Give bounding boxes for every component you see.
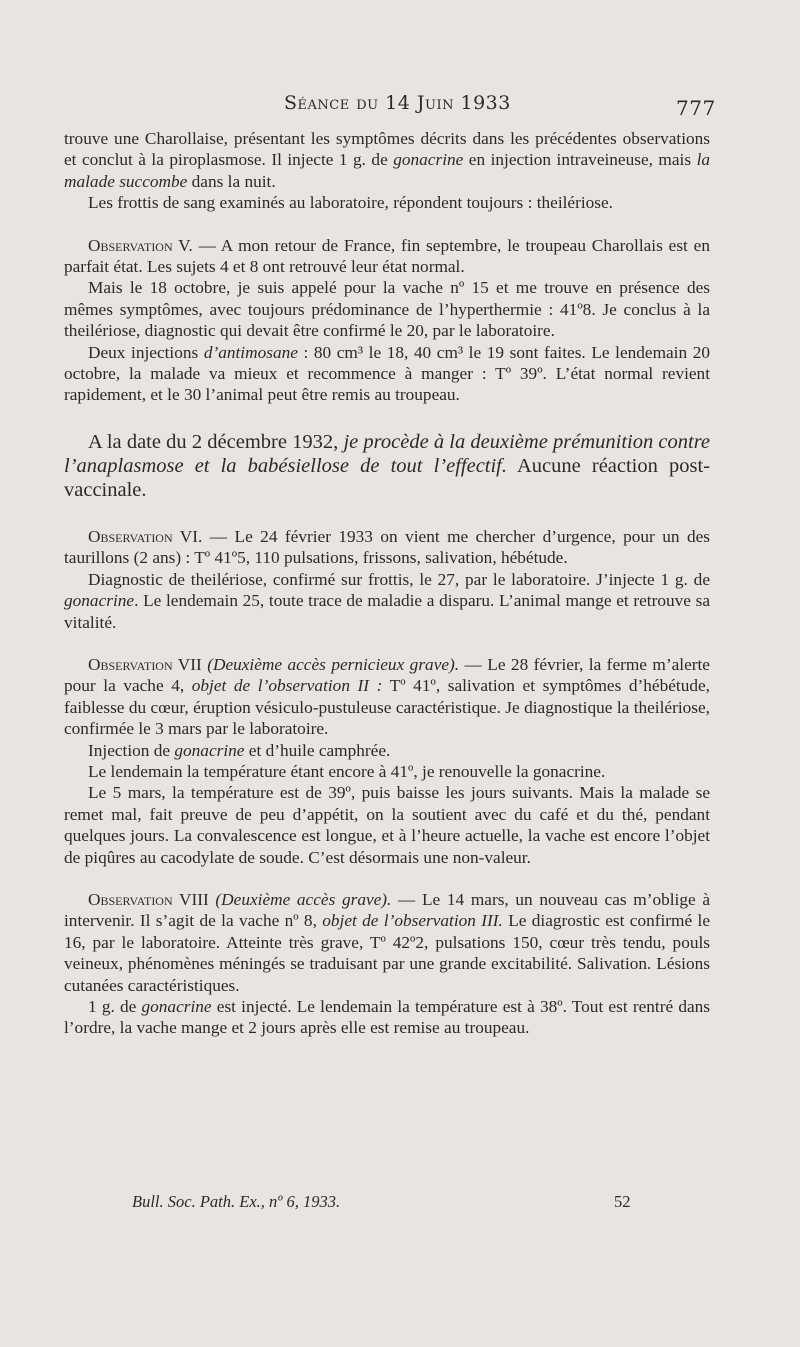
highlight-paragraph: A la date du 2 décembre 1932, je procède à la deuxième prémunition contre l’anaplasmose et la babésiellose de tout l’effectif. Aucune réaction post-vaccinale. xyxy=(64,430,711,501)
observation-label: Observation V. xyxy=(88,235,193,255)
observation-paragraph: Observation VI. — Le 24 février 1933 on vient me chercher d’urgence, pour un des taurillons (2 ans) : Tº 41º5, 110 pulsations, frissons, salivation, hébétude. xyxy=(64,526,710,568)
paragraph: Les frottis de sang examinés au laboratoire, répondent toujours : theilériose. xyxy=(88,193,614,213)
observation-label: Observation VII xyxy=(88,654,202,674)
paragraph: Le lendemain la température étant encore à 41º, je renouvelle la gonacrine. xyxy=(88,761,606,781)
paragraph: Deux injections d’antimosane : 80 cm³ le 18, 40 cm³ le 19 sont faites. Le lendemain 20 octobre, la malade va mieux et recommence à manger : Tº 39º. L’état normal revient rapidement, et le 30 l’animal peut être remis au troupeau. xyxy=(64,342,711,405)
journal-citation: Bull. Soc. Path. Ex., nº 6, 1933. xyxy=(132,1192,341,1211)
paragraph: trouve une Charollaise, présentant les symptômes décrits dans les précédentes observations et conclut à la piroplasmose. Il injecte 1 g. de gonacrine en injection intraveineuse, mais la malade succombe dans la nuit. xyxy=(64,129,711,191)
observation-paragraph: Observation VIII (Deuxième accès grave). — Le 14 mars, un nouveau cas m’oblige à intervenir. Il s’agit de la vache nº 8, objet de l’observation III. Le diagrostic est confirmé le 16, par le laboratoire. Atteinte très grave, Tº 42º2, pulsations 150, cœur très tendu, pouls veineux, phénomènes méningés se traduisant par une grande excitabilité. Salivation. Lésions cutanées caractéristiques. xyxy=(64,889,710,995)
observation-label: Observation VIII xyxy=(88,889,209,909)
observation-paragraph: Observation V. — A mon retour de France, fin septembre, le troupeau Charollais est en parfait état. Les sujets 4 et 8 ont retrouvé leur état normal. xyxy=(64,235,710,277)
observation-label: Observation VI. xyxy=(88,526,203,546)
observation-paragraph: Observation VII (Deuxième accès pernicieux grave). — Le 28 février, la ferme m’alerte pour la vache 4, objet de l’observation II : Tº 41º, salivation et symptômes d’hébétude, faiblesse du cœur, éruption vésiculo-pustuleuse caractéristique. Je diagnostique la theilériose, confirmée le 3 mars par le laboratoire. xyxy=(64,654,710,739)
running-title: Séance du 14 Juin 1933 xyxy=(284,92,511,114)
body-text xyxy=(64,128,710,1039)
signature-mark: 52 xyxy=(614,1192,631,1211)
paragraph: Injection de gonacrine et d’huile camphrée. xyxy=(88,740,391,760)
page-number: 777 xyxy=(676,96,716,120)
paragraph: 1 g. de gonacrine est injecté. Le lendemain la température est à 38º. Tout est rentré dans l’ordre, la vache mange et 2 jours après elle est remise au troupeau. xyxy=(64,997,710,1038)
paragraph: Le 5 mars, la température est de 39º, puis baisse les jours suivants. Mais la malade se remet mal, fait preuve de peu d’appétit, on la soutient avec du café et du thé, pendant quelques jours. La convalescence est longue, et à l’heure actuelle, la vache est encore l’objet de piqûres au cacodylate de soude. C’est désormais une non-valeur. xyxy=(64,783,710,867)
paragraph: Diagnostic de theilériose, confirmé sur frottis, le 27, par le laboratoire. J’injecte 1 g. de gonacrine. Le lendemain 25, toute trace de maladie a disparu. L’animal mange et retrouve sa vitalité. xyxy=(64,569,710,632)
paragraph: Mais le 18 octobre, je suis appelé pour la vache nº 15 et me trouve en présence des mêmes symptômes, avec toujours prédominance de l’hyperthermie : 41º8. Je conclus à la theilériose, diagnostic qui devait être confirmé le 20, par le laboratoire. xyxy=(64,278,710,341)
